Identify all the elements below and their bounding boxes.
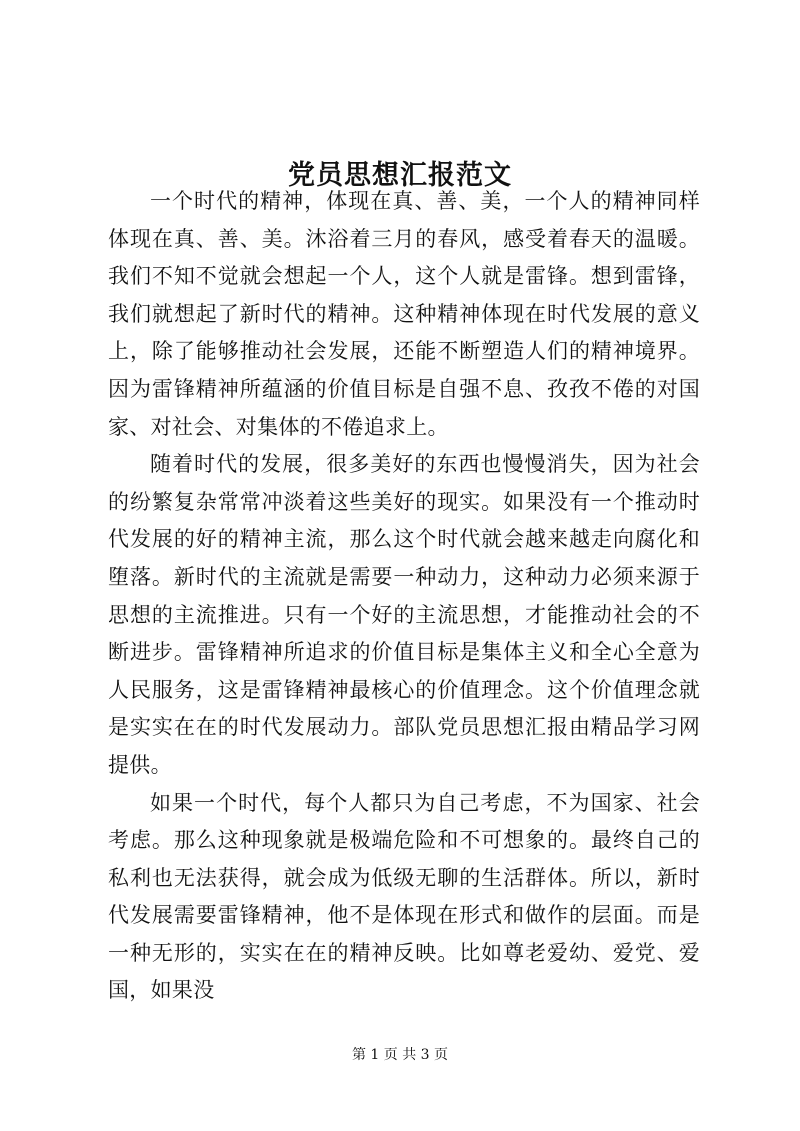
paragraph-3: 如果一个时代，每个人都只为自己考虑，不为国家、社会考虑。那么这种现象就是极端危险和不可想象的。最终自己的私利也无法获得，就会成为低级无聊的生活群体。所以，新时代发展需要雷锋精神，他不是体现在形式和做作的层面。而是一种无形的，实实在在的精神反映。比如尊老爱幼、爱党、爱国，如果没 [108,790,700,1003]
page-number-footer: 第 1 页 共 3 页 [351,1047,449,1063]
paragraph-2: 随着时代的发展，很多美好的东西也慢慢消失，因为社会的纷繁复杂常常冲淡着这些美好的现实。如果没有一个推动时代发展的好的精神主流，那么这个时代就会越来越走向腐化和堕落。新时代的主流就是需要一种动力，这种动力必须来源于思想的主流推进。只有一个好的主流思想，才能推动社会的不断进步。雷锋精神所追求的价值目标是集体主义和全心全意为人民服务，这是雷锋精神最核心的价值理念。这个价值理念就是实实在在的时代发展动力。部队党员思想汇报由精品学习网提供。 [108,452,700,777]
document-title: 党员思想汇报范文 [288,160,512,192]
paragraph-1: 一个时代的精神，体现在真、善、美，一个人的精神同样体现在真、善、美。沐浴着三月的春风，感受着春天的温暖。我们不知不觉就会想起一个人，这个人就是雷锋。想到雷锋，我们就想起了新时代的精神。这种精神体现在时代发展的意义上，除了能够推动社会发展，还能不断塑造人们的精神境界。因为雷锋精神所蕴涵的价值目标是自强不息、孜孜不倦的对国家、对社会、对集体的不倦追求上。 [108,189,700,439]
document-body [108,183,700,1010]
